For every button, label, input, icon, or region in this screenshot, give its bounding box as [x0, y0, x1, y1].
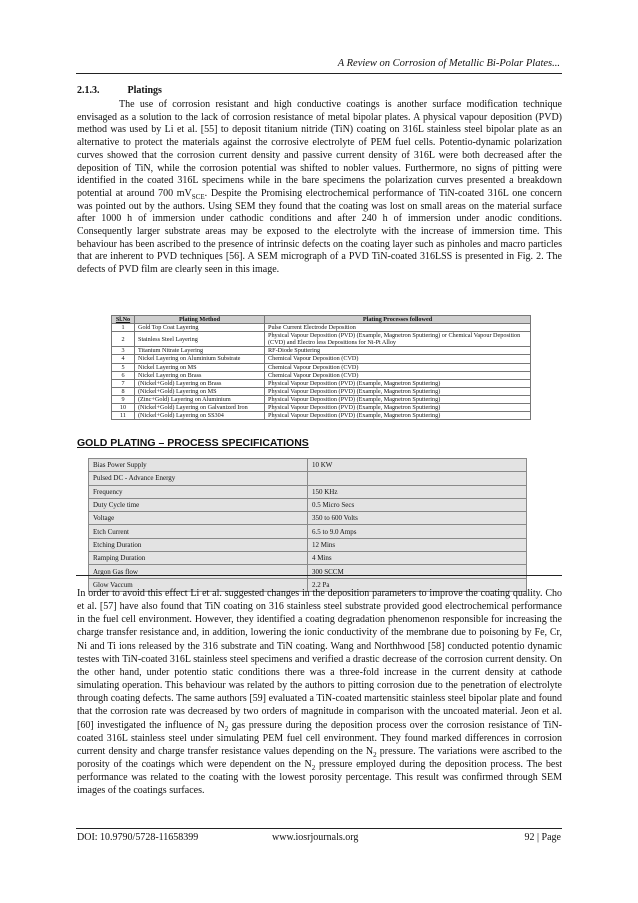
- cell-method: (Nickel+Gold) Layering on MS: [135, 387, 265, 395]
- section-divider: [76, 575, 562, 576]
- spec-parameter: Ramping Duration: [89, 552, 308, 565]
- cell-method: (Zinc+Gold) Layering on Aluminium: [135, 395, 265, 403]
- table-row: [112, 387, 531, 395]
- table-row: [112, 412, 531, 420]
- gold-plating-heading: GOLD PLATING – PROCESS SPECIFICATIONS: [77, 437, 309, 449]
- paragraph-2-part-2: gas pressure during the deposition process over the corrosion resistance of TiN-coated 316L stainless steel under simulating PEM fuel cell environment. They found marked differences in corrosion current density and charge transfer resistance values depending on the N: [77, 719, 563, 757]
- n2-subscript: 2: [373, 750, 377, 759]
- spec-parameter: Etching Duration: [89, 538, 308, 551]
- footer-rule: [76, 828, 562, 829]
- table-row: [89, 498, 527, 511]
- section-number: 2.1.3.: [77, 85, 100, 96]
- cell-process: Physical Vapour Deposition (PVD) (Example, Magnetron Sputtering) or Chemical Vapour Deposition (CVD) and Electro less Depositions for Ni-Pt Alloy: [265, 332, 531, 347]
- table-row: [112, 395, 531, 403]
- spec-parameter: Pulsed DC - Advance Energy: [89, 472, 308, 485]
- table-row: [89, 565, 527, 578]
- running-header: A Review on Corrosion of Metallic Bi-Polar Plates...: [337, 58, 560, 69]
- header-slno: Sl.No: [112, 316, 135, 324]
- header-plating-processes: Plating Processes followed: [265, 316, 531, 324]
- plating-methods-table: [111, 315, 531, 420]
- cell-process: Physical Vapour Deposition (PVD) (Example, Magnetron Sputtering): [265, 395, 531, 403]
- cell-process: Chemical Vapour Deposition (CVD): [265, 371, 531, 379]
- spec-value: 300 SCCM: [308, 565, 527, 578]
- table-row: [112, 324, 531, 332]
- spec-parameter: Glow Vaccum: [89, 578, 308, 591]
- paragraph-1-rest: . Despite the Promising electrochemical performance of TiN-coated 316L one concern was pointed out by the authors. Using SEM they found that the coating was lost on small areas on the material surface after 1000 h of immersion under cathodic conditions and after 240 h of immersion under anodic conditions. Consequently larger substrate areas may be exposed to the electrolyte with the increase of immersion time. This behaviour has been ascribed to the presence of intrinsic defects on the coating layer such as pinholes and macro particles that are inherent to PVD techniques [56]. A SEM micrograph of a PVD TiN-coated 316LSS is presented in Fig. 2. The defects of PVD film are clearly seen in this image.: [77, 187, 562, 276]
- section-heading: [77, 85, 162, 96]
- cell-method: Nickel Layering on Brass: [135, 371, 265, 379]
- cell-process: Physical Vapour Deposition (PVD) (Example, Magnetron Sputtering): [265, 404, 531, 412]
- cell-slno: 5: [112, 363, 135, 371]
- n2-subscript: 2: [224, 724, 229, 733]
- footer-page-number: 92 | Page: [524, 832, 561, 843]
- sce-subscript: SCE: [191, 192, 205, 201]
- paragraph-2-part-3: pressure. The variations were ascribed to the porosity of the coatings which were dependent on the N: [77, 745, 562, 771]
- table-row: [89, 472, 527, 485]
- paragraph-2-part-4: pressure employed during the deposition process. The best performance was related to the coating with the lowest porosity percentage. This result was confirmed through SEM images of the coatings surfaces.: [77, 759, 562, 797]
- paragraph-2: [77, 587, 562, 798]
- methods-header-row: [112, 316, 531, 324]
- cell-slno: 1: [112, 324, 135, 332]
- spec-parameter: Frequency: [89, 485, 308, 498]
- cell-method: (Nickel+Gold) Layering on SS304: [135, 412, 265, 420]
- cell-slno: 10: [112, 404, 135, 412]
- spec-value: [308, 472, 527, 485]
- n2-subscript: 2: [311, 764, 316, 773]
- spec-parameter: Voltage: [89, 512, 308, 525]
- cell-slno: 7: [112, 379, 135, 387]
- cell-slno: 8: [112, 387, 135, 395]
- table-row: [89, 538, 527, 551]
- cell-method: Nickel Layering on MS: [135, 363, 265, 371]
- cell-process: Pulse Current Electrode Deposition: [265, 324, 531, 332]
- footer-site-link[interactable]: www.iosrjournals.org: [272, 832, 359, 843]
- cell-method: Gold Top Coat Layering: [135, 324, 265, 332]
- cell-process: Physical Vapour Deposition (PVD) (Example, Magnetron Sputtering): [265, 379, 531, 387]
- spec-value: 0.5 Micro Secs: [308, 498, 527, 511]
- cell-process: Chemical Vapour Deposition (CVD): [265, 363, 531, 371]
- cell-process: RF-Diode Sputtering: [265, 347, 531, 355]
- gold-plating-spec-table: [88, 458, 527, 592]
- cell-process: Chemical Vapour Deposition (CVD): [265, 355, 531, 363]
- table-row: [112, 363, 531, 371]
- spec-value: 4 Mins: [308, 552, 527, 565]
- spec-parameter: Duty Cycle time: [89, 498, 308, 511]
- cell-slno: 4: [112, 355, 135, 363]
- table-row: [89, 459, 527, 472]
- cell-slno: 6: [112, 371, 135, 379]
- footer-doi: DOI: 10.9790/5728-11658399: [77, 832, 199, 843]
- spec-parameter: Argon Gas flow: [89, 565, 308, 578]
- cell-slno: 3: [112, 347, 135, 355]
- spec-value: 6.5 to 9.0 Amps: [308, 525, 527, 538]
- section-title: Platings: [127, 85, 162, 96]
- table-row: [112, 332, 531, 347]
- cell-method: Stainless Steel Layering: [135, 332, 265, 347]
- paragraph-1-text: The use of corrosion resistant and high conductive coatings is another surface modification technique envisaged as a solution to the lack of corrosion resistance of metal bipolar plates. A physical vapour deposition (PVD) method was used by Li et al. [55] to deposit titanium nitride (TiN) coating on 316L stainless steel bipolar plate as an alternative to protect the materials against the corrosive electrolyte of PEM fuel cells. Potentio-dynamic polarization curves showed that the corrosion current density and passive current density of 316L were both decreased after the deposition of TiN, while the corrosion potential was shifted to nobler values. Furthermore, no signs of pitting were identified in the coated 316L specimens while in the bare specimens the polarization curves presented a breakdown potential at around 700 mV: [77, 99, 562, 199]
- spec-value: 350 to 600 Volts: [308, 512, 527, 525]
- spec-value: 10 KW: [308, 459, 527, 472]
- table-row: [112, 347, 531, 355]
- spec-value: 2.2 Pa: [308, 578, 527, 591]
- table-row: [112, 371, 531, 379]
- paragraph-1: [77, 99, 562, 277]
- table-row: [112, 355, 531, 363]
- cell-process: Physical Vapour Deposition (PVD) (Example, Magnetron Sputtering): [265, 387, 531, 395]
- cell-method: (Nickel+Gold) Layering on Brass: [135, 379, 265, 387]
- header-plating-method: Plating Method: [135, 316, 265, 324]
- spec-value: 12 Mins: [308, 538, 527, 551]
- table-row: [112, 379, 531, 387]
- spec-value: 150 KHz: [308, 485, 527, 498]
- table-row: [89, 512, 527, 525]
- spec-parameter: Bias Power Supply: [89, 459, 308, 472]
- cell-method: (Nickel+Gold) Layering on Galvanized Iron: [135, 404, 265, 412]
- spec-parameter: Etch Current: [89, 525, 308, 538]
- cell-method: Titanium Nitrate Layering: [135, 347, 265, 355]
- cell-process: Physical Vapour Deposition (PVD) (Example, Magnetron Sputtering): [265, 412, 531, 420]
- cell-method: Nickel Layering on Aluminium Substrate: [135, 355, 265, 363]
- cell-slno: 2: [112, 332, 135, 347]
- header-rule: [76, 73, 562, 74]
- table-row: [112, 404, 531, 412]
- paragraph-2-part-1: In order to avoid this effect Li et al. suggested changes in the deposition parameters to improve the coating quality. Cho et al. [57] have also found that TiN coating on 316 stainless steel substrate provided good electrochemical performance in the fuel cell environment. However, they identified a coating degradation phenomenon responsible for increasing the charge transfer resistance and, in addition, lowering the ionic conductivity of the membrane due to poisoning by Fe, Cr, Ni and Ti ions released by the 316 substrate and TiN coating. Wang and Northhwood [58] conducted potentio dynamic testes with TiN-coated 316L stainless steel specimens and verified a drastic decrease of the corrosion current density. On the other hand, under potentio static conditions there was a three-fold increase in the current density at cathode simulating operation. This behaviour was related by the authors to pitting corrosion due to the penetration of electrolyte through coating defects. The same authors [59] evaluated a TiN-coated martensitic stainless steel bipolar plate and found that the corrosion rate was decreased by two orders of magnitude in comparison with the uncoated material. Jeon et al. [60] investigated the influence of N: [77, 588, 562, 731]
- cell-slno: 11: [112, 412, 135, 420]
- table-row: [89, 552, 527, 565]
- table-row: [89, 525, 527, 538]
- cell-slno: 9: [112, 395, 135, 403]
- table-row: [89, 485, 527, 498]
